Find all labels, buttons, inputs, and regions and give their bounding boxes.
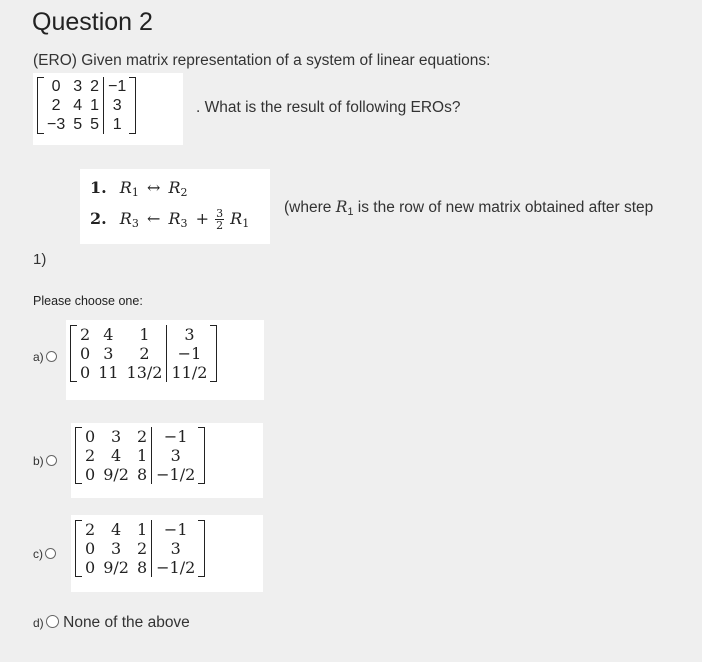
ero-steps-box xyxy=(80,169,270,244)
radio-button[interactable] xyxy=(46,615,59,628)
option-a[interactable] xyxy=(33,348,57,366)
option-b-matrix xyxy=(75,427,205,484)
option-a-matrix-box xyxy=(66,320,264,400)
step-2: 2. $R_3$ ← $R_3$ + $\frac{3}{2}$ $R_1$ xyxy=(90,207,250,232)
option-d[interactable] xyxy=(33,614,190,632)
matrix-row: 2 4 1 3 xyxy=(43,96,130,115)
choose-label: Please choose one: xyxy=(33,294,143,308)
radio-button[interactable] xyxy=(46,351,57,362)
given-matrix xyxy=(37,77,136,134)
given-matrix-box xyxy=(33,73,183,145)
option-letter: b) xyxy=(33,454,44,468)
matrix-row: 0 3 2 −1 xyxy=(81,427,199,446)
question-intro: (ERO) Given matrix representation of a system of linear equations: xyxy=(33,52,491,69)
option-d-label: None of the above xyxy=(63,614,190,631)
option-a-matrix xyxy=(70,325,217,382)
matrix-row: −3 5 5 1 xyxy=(43,115,130,134)
matrix-row: 0 9/2 8 −1/2 xyxy=(81,558,199,577)
matrix-row: 2 4 1 −1 xyxy=(81,520,199,539)
fraction: $\frac{3}{2}$ xyxy=(216,207,224,232)
option-b-matrix-box xyxy=(71,423,263,498)
option-c-matrix xyxy=(75,520,205,577)
step-note: (where $R_1$ is the row of new matrix obtained after step xyxy=(284,198,654,218)
option-c[interactable] xyxy=(33,545,56,563)
option-b[interactable] xyxy=(33,452,57,470)
matrix-row: 0 3 2 −1 xyxy=(43,77,130,96)
question-title: Question 2 xyxy=(32,8,153,36)
option-letter: c) xyxy=(33,547,43,561)
question-tail: . What is the result of following EROs? xyxy=(196,99,461,116)
matrix-row: 2 4 1 3 xyxy=(76,325,211,344)
step-note-end: 1) xyxy=(33,251,47,268)
matrix-row: 0 3 2 −1 xyxy=(76,344,211,363)
radio-button[interactable] xyxy=(46,455,57,466)
option-letter: a) xyxy=(33,350,44,364)
option-c-matrix-box xyxy=(71,515,263,592)
step-1: 1. $R_1$ ↔ $R_2$ xyxy=(90,178,188,199)
option-letter: d) xyxy=(33,616,44,630)
matrix-row: 0 9/2 8 −1/2 xyxy=(81,465,199,484)
radio-button[interactable] xyxy=(45,548,56,559)
matrix-row: 0 3 2 3 xyxy=(81,539,199,558)
matrix-row: 0 11 13/2 11/2 xyxy=(76,363,211,382)
matrix-row: 2 4 1 3 xyxy=(81,446,199,465)
